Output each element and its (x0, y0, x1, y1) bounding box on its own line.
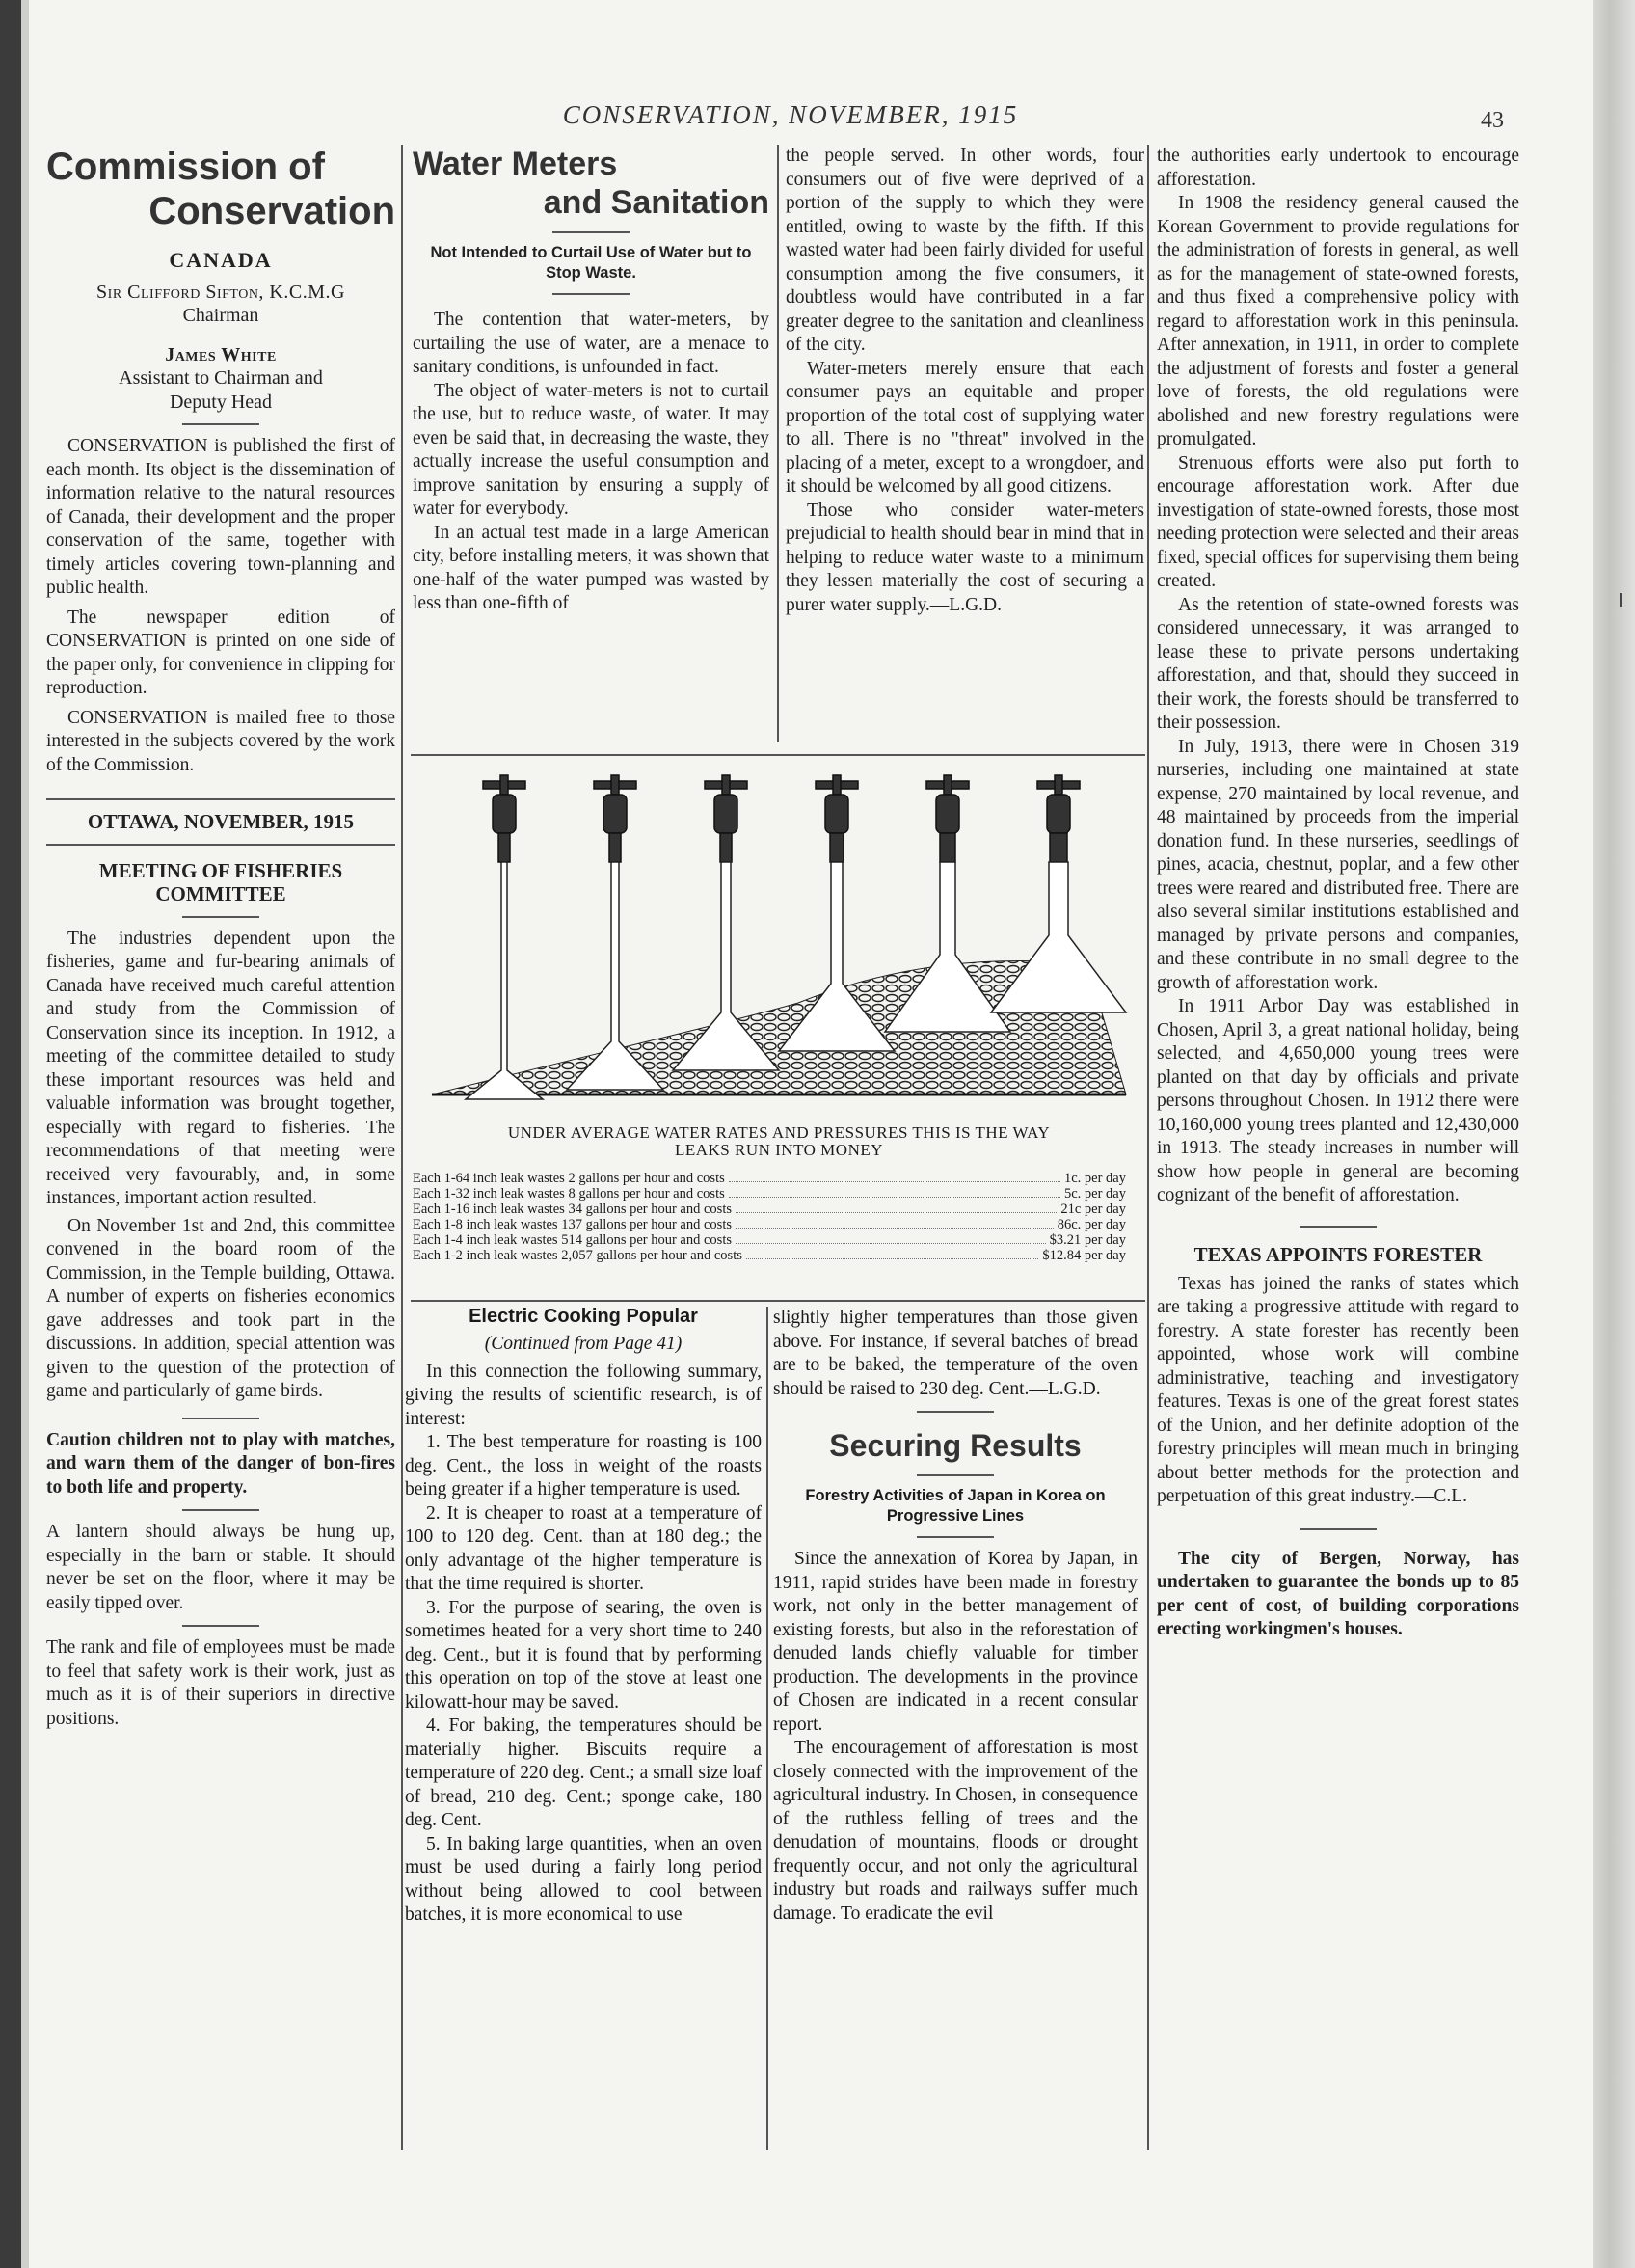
leak-cost: 86c. per day (1057, 1217, 1126, 1232)
scan-left-border (21, 0, 29, 2268)
column-rule (766, 1307, 768, 2150)
leak-row (413, 1217, 1126, 1232)
faucets-drawing (413, 762, 1145, 1119)
cooking-item: 1. The best temperature for roasting is 100 deg. Cent., the loss in weight of the roasts being greater if a higher temperature is used. (405, 1432, 762, 1499)
cooking-item: 4. For baking, the temperatures should be materially higher. Biscuits require a temperature of 220 deg. Cent.; a small size loaf of bread, 210 deg. Cent.; sponge cake, 180 deg. Cent. (405, 1715, 762, 1830)
leak-row (413, 1186, 1126, 1202)
divider (917, 1536, 994, 1538)
water-subhead: Not Intended to Curtail Use of Water but to Stop Waste. (430, 244, 752, 282)
scan-left-edge (0, 0, 21, 2268)
leak-desc: Each 1-32 inch leak wastes 8 gallons per hour and costs (413, 1186, 725, 1202)
leak-row (413, 1232, 1126, 1248)
filler-note: A lantern should always be hung up, especially in the barn or stable. It should never be set on the floor, where it may be easily tipped over. (46, 1522, 395, 1613)
figure-caption (413, 1124, 1145, 1159)
securing-paragraph: As the retention of state-owned forests was considered unnecessary, it was arranged to lease these to private persons undertaking afforestation, and that, should they succeed in their work, the forests should be transferred to their possession. (1157, 594, 1519, 733)
divider (182, 916, 259, 918)
cooking-intro: In this connection the following summary, giving the results of scientific research, is of interest: (405, 1361, 762, 1429)
cooking-continued-text: slightly higher temperatures than those given above. For instance, if several batches of bread are to be baked, the temperature of the oven should be raised to 230 deg. Cent.—L.G.D. (773, 1308, 1138, 1399)
leak-desc: Each 1-8 inch leak wastes 137 gallons per hour and costs (413, 1217, 732, 1232)
divider (182, 1509, 259, 1511)
leak-desc: Each 1-64 inch leak wastes 2 gallons per hour and costs (413, 1171, 725, 1186)
cooking-list (405, 1431, 762, 1928)
water-paragraph: In an actual test made in a large American city, before installing meters, it was shown that one-half of the water pumped was wasted by less than one-fifth of (413, 522, 769, 613)
faucet-icon (466, 775, 543, 1099)
divider (552, 231, 630, 233)
securing-paragraph: The encouragement of afforestation is most closely connected with the improvement of the agricultural industry. In Chosen, in consequence of the ruthless felling of trees and the denudation of mountains, floods or drought frequently occur, and not only the agricultural industry but roads and railways suffer much damage. To eradicate the evil (773, 1738, 1138, 1924)
securing-paragraph: In 1911 Arbor Day was established in Chosen, April 3, a great national holiday, being selected, and 4,650,000 young trees were planted on that day by officials and private persons throughout Chosen. In 1912 there were 10,160,000 young trees planted and 12,430,000 in 1913. The steady increases in number will show how people in general are becoming cognizant of the benefit of afforestation. (1157, 996, 1519, 1205)
cooking-continued: (Continued from Page 41) (484, 1334, 683, 1354)
water-paragraph: The contention that water-meters, by curtailing the use of water, are a menace to sanitary conditions, is unfounded in fact. (413, 310, 769, 377)
cooking-item: 5. In baking large quantities, when an oven must be used during a fairly long period without being allowed to cool between batches, it is more economical to use (405, 1833, 762, 1925)
figure-caption-line-1: UNDER AVERAGE WATER RATES AND PRESSURES THIS IS THE WAY (507, 1123, 1051, 1142)
right-column (1157, 145, 1519, 1642)
securing-subhead: Forestry Activities of Japan in Korea on Progressive Lines (805, 1487, 1106, 1525)
water-heading-1: Water Meters (413, 146, 618, 182)
assistant-role-2: Deputy Head (169, 391, 273, 413)
divider (552, 293, 630, 295)
divider (1300, 1226, 1377, 1228)
assistant-role-1: Assistant to Chairman and (119, 367, 323, 389)
texas-heading: TEXAS APPOINTS FORESTER (1193, 1242, 1483, 1266)
leak-cost-table (413, 1171, 1126, 1263)
cooking-heading: Electric Cooking Popular (469, 1306, 698, 1327)
securing-paragraph: In 1908 the residency general caused the Korean Government to provide regulations for the administration of forests in general, as well as for the management of state-owned forests, and thus fixed a comprehensive policy with regard to afforestation work in this peninsula. After annexation, in 1911, in order to complete the adjustment of forests and foster a general love of forests, the old regulations were abolished and new forestry regulations were promulgated. (1157, 193, 1519, 449)
masthead-title-1: Commission of (46, 146, 325, 188)
leak-cost: $3.21 per day (1049, 1232, 1126, 1248)
about-paragraph: CONSERVATION is published the first of each month. Its object is the dissemination of information relative to the natural resources of Canada, their development and the proper conservation of the same, together with timely articles covering town-planning and public health. (46, 436, 395, 598)
leak-cost: 1c. per day (1063, 1171, 1126, 1186)
divider (917, 1474, 994, 1476)
water-paragraph: The object of water-meters is not to curtail the use, but to reduce waste, of water. It may even be said that, in decreasing the waste, they actually increase the useful consumption and improve sanitation by ensuring a supply of water for everybody. (413, 380, 769, 519)
dateline-box (46, 798, 395, 846)
column-rule (401, 145, 403, 2150)
cooking-item: 3. For the purpose of searing, the oven is sometimes heated for a very short time to 240 deg. Cent., but it is found that by performing this operation on top of the stove at least one kilowatt-hour may be saved. (405, 1597, 762, 1713)
texas-paragraph: Texas has joined the ranks of states which are taking a progressive attitude with regard to forestry. A state forester has recently been appointed, whose work will combine administrative, teaching and investigatory features. Texas is one of the great forest states of the Union, and her definite adoption of the forestry principles will mean much in bringing about better methods for the protection and perpetuation of this great industry.—C.L. (1157, 1273, 1519, 1506)
water-heading-2: and Sanitation (543, 184, 769, 221)
water-meters-article (413, 145, 769, 616)
column-rule (1147, 145, 1149, 2150)
leaking-faucets-illustration (413, 762, 1145, 1302)
fisheries-paragraph: The industries dependent upon the fisheries, game and fur-bearing animals of Canada have received much careful attention and study from the Commission of Conservation since its inception. In 1912, a meeting of the committee detailed to study these important resources was held and valuable information was brought together, especially with regard to fisheries. The recommendations of that meeting were received very favourably, and, in some instances, important action resulted. (46, 928, 395, 1208)
bergen-note: The city of Bergen, Norway, has undertaken to guarantee the bonds up to 85 per cent of cost, of building corporations erecting workingmen's houses. (1157, 1548, 1519, 1639)
leak-row (413, 1171, 1126, 1186)
filler-note: The rank and file of employees must be made to feel that safety work is their work, just as much as it is of their superiors in directive positions. (46, 1637, 395, 1729)
dateline: OTTAWA, NOVEMBER, 1915 (87, 810, 355, 833)
electric-cooking-article (405, 1307, 762, 1928)
fisheries-paragraph: On November 1st and 2nd, this committee convened in the board room of the Commission, in the Temple building, Ottawa. A number of experts on fisheries economics gave addresses and took part in the discussions. In addition, special attention was given to the question of the protection of game and particularly of game birds. (46, 1215, 395, 1401)
water-paragraph: Water-meters merely ensure that each consumer pays an equitable and proper proportion of the total cost of supplying water to all. There is no "threat" involved in the placing of a meter, except to a wrongdoer, and it should be welcomed by all good citizens. (786, 358, 1144, 497)
filler-note: Caution children not to play with matches, and warn them of the danger of bon-fires to both life and property. (46, 1429, 395, 1498)
securing-paragraph: In July, 1913, there were in Chosen 319 nurseries, including one maintained at state expense, 270 maintained by local revenue, and 48 maintained by proceeds from the imperial donation fund. In these nurseries, seedlings of pines, acacia, chestnut, poplar, and a few other trees were reared and distributed free. There are also several similar institutions established and managed by private persons and companies, and these contribute in no small degree to the growth of afforestation work. (1157, 736, 1519, 993)
securing-paragraph: the authorities early undertook to encourage afforestation. (1157, 146, 1519, 190)
leak-desc: Each 1-4 inch leak wastes 514 gallons per hour and costs (413, 1232, 732, 1248)
leak-cost: $12.84 per day (1042, 1248, 1126, 1263)
divider (182, 1625, 259, 1627)
masthead-column (46, 145, 395, 1731)
column-rule (777, 145, 779, 742)
securing-heading: Securing Results (829, 1428, 1082, 1463)
securing-paragraph: Strenuous efforts were also put forth to encourage afforestation work. After due investigation of state-owned forests, those most needing protection were selected and their areas fixed, special offices for supervising them being created. (1157, 452, 1519, 591)
figure-top-rule (411, 754, 1145, 756)
securing-results-article (773, 1307, 1138, 1926)
divider (917, 1411, 994, 1413)
leak-desc: Each 1-16 inch leak wastes 34 gallons per hour and costs (413, 1202, 732, 1217)
leak-row (413, 1248, 1126, 1263)
leak-cost: 21c per day (1060, 1202, 1126, 1217)
leak-cost: 5c. per day (1063, 1186, 1126, 1202)
divider (1300, 1528, 1377, 1530)
masthead-title-2: Conservation (148, 190, 395, 232)
leak-desc: Each 1-2 inch leak wastes 2,057 gallons per hour and costs (413, 1248, 742, 1263)
water-meters-continued (786, 145, 1144, 617)
scan-mark (1620, 593, 1622, 607)
assistant-name: James White (165, 343, 277, 365)
page-number: 43 (1481, 108, 1504, 133)
figure-caption-line-2: LEAKS RUN INTO MONEY (674, 1141, 884, 1159)
about-paragraph: The newspaper edition of CONSERVATION is printed on one side of the paper only, for convenience in clipping for reproduction. (46, 607, 395, 698)
water-paragraph: the people served. In other words, four consumers out of five were deprived of a portion of the supply to which they were entitled, owing to waste by the fifth. If this wasted water had been fairly divided for useful consumption among the five consumers, it doubtless would have contributed in a far greater degree to the sanitation and cleanliness of the city. (786, 146, 1144, 355)
cooking-item: 2. It is cheaper to roast at a temperature of 100 to 120 deg. Cent. than at 180 deg.; the only advantage of the higher temperature is that the time required is shorter. (405, 1502, 762, 1594)
chairman-name: Sir Clifford Sifton, K.C.M.G (96, 281, 345, 303)
securing-paragraph: Since the annexation of Korea by Japan, in 1911, rapid strides have been made in forestry work, not only in the better management of existing forests, but also in the reforestation of denuded lands chiefly valuable for timber production. The developments in the province of Chosen are indicated in a recent consular report. (773, 1549, 1138, 1735)
divider (182, 1418, 259, 1419)
fisheries-heading: MEETING OF FISHERIES COMMITTEE (98, 858, 343, 905)
chairman-role: Chairman (182, 305, 259, 326)
water-paragraph: Those who consider water-meters prejudicial to health should bear in mind that in helping to reduce water waste to a minimum they lessen materially the cost of securing a purer water supply.—L.G.D. (786, 500, 1144, 615)
scan-right-edge (1593, 0, 1635, 2268)
about-paragraph: CONSERVATION is mailed free to those interested in the subjects covered by the work of the Commission. (46, 707, 395, 775)
masthead-country: CANADA (169, 248, 273, 272)
divider (182, 423, 259, 425)
leak-row (413, 1202, 1126, 1217)
running-title: CONSERVATION, NOVEMBER, 1915 (562, 100, 1019, 129)
